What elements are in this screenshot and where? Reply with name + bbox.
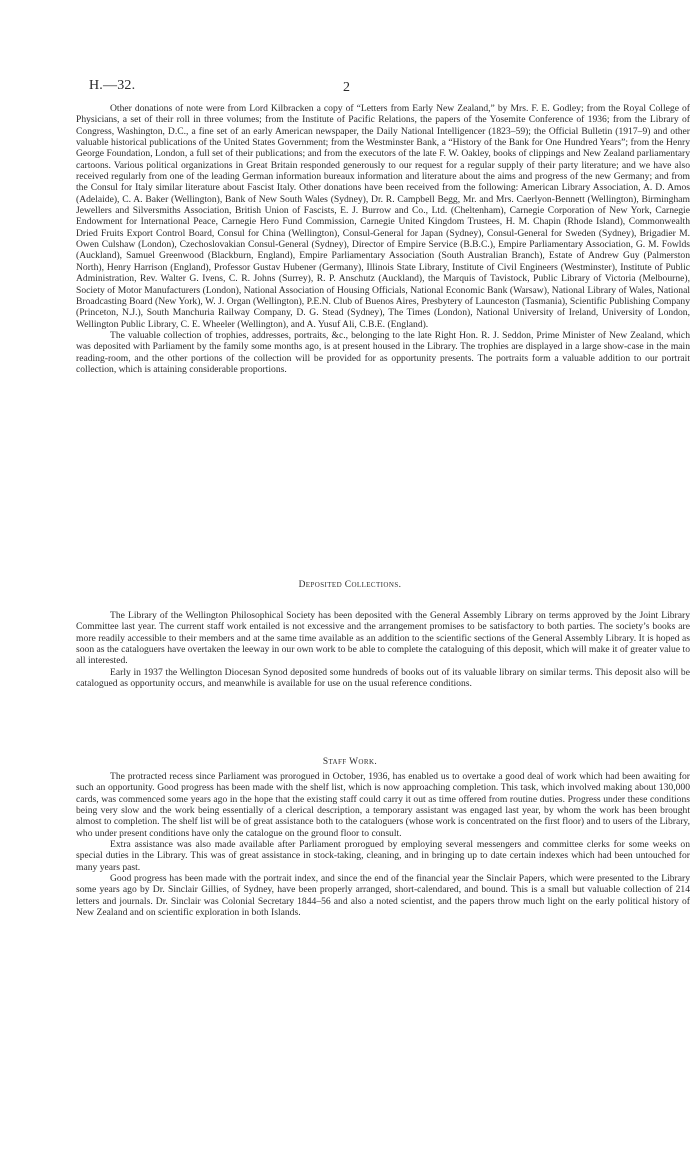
paragraph-shelf-list: The protracted recess since Parliament was prorogued in October, 1936, has enabled us to overtake a good deal of work which had been awaiting for such an opportunity. Good progress has been made with the shelf list, which is now approaching completion. This task, which involved making about 130,000 cards, was commenced some years ago in the hope that the existing staff could carry it out as time offered from routine duties. Progress under these conditions being very slow and the work being essentially of a clerical description, a temporary assistant was engaged last year, by whom the work has been brought almost to completion. The shelf list will be of great assistance both to the cataloguers (whose work is concentrated on the first floor) and to users of the Library, who under present conditions have only the catalogue on the ground floor to consult. [76,771,690,839]
page-number: 2 [343,80,350,95]
donations-section [76,103,690,375]
paragraph-sinclair-papers: Good progress has been made with the portrait index, and since the end of the financial year the Sinclair Papers, which were presented to the Library some years ago by Dr. Sinclair Gillies, of Sydney, have been properly arranged, short-calendared, and bound. This is a small but valuable collection of 214 letters and journals. Dr. Sinclair was Colonial Secretary 1844–56 and also a noted scientist, and the papers throw much light on the early political history of New Zealand and on scientific exploration in both Islands. [76,873,690,919]
deposited-section [76,610,690,689]
staff-section [76,771,690,918]
paragraph-diocesan-synod: Early in 1937 the Wellington Diocesan Synod deposited some hundreds of books out of its valuable library on similar terms. This deposit also will be catalogued as opportunity occurs, and meanwhile is available for use on the usual reference conditions. [76,666,690,690]
heading-staff-work: Staff Work. [322,757,378,767]
heading-deposited-collections: Deposited Collections. [298,580,402,590]
page-reference: H.—32. [89,78,136,93]
paragraph-seddon-collection: The valuable collection of trophies, addresses, portraits, &c., belonging to the late Right Hon. R. J. Seddon, Prime Minister of New Zealand, which was deposited with Parliament by the family some months ago, is at present housed in the Library. The trophies are displayed in a large show-case in the main reading-room, and the other portions of the collection will be provided for as opportunity presents. The portraits form a valuable addition to our portrait collection, which is attaining considerable proportions. [76,329,690,375]
paragraph-philosophical-society: The Library of the Wellington Philosophical Society has been deposited with the General Assembly Library on terms approved by the Joint Library Committee last year. The current staff work entailed is not excessive and the arrangement promises to be satisfactory to both parties. The society’s books are more readily accessible to their members and at the same time available as an addition to the scientific sections of the General Assembly Library. It is hoped as soon as the cataloguers have overtaken the leeway in our own work to be able to complete the cataloguing of this deposit, which will make it of greater value to all interested. [76,610,690,667]
paragraph-donations: Other donations of note were from Lord Kilbracken a copy of “Letters from Early New Zealand,” by Mrs. F. E. Godley; from the Royal College of Physicians, a set of their roll in three volumes; from the Institute of Pacific Relations, the papers of the Yosemite Conference of 1936; from the Library of Congress, Washington, D.C., a fine set of an early American newspaper, the Daily National Intelligencer (1823–59); the Official Bulletin (1917–9) and other valuable historical publications of the United States Government; from the Westminster Bank, a “History of the Bank for One Hundred Years”; from the Henry George Foundation, London, a full set of their publications; and from the executors of the late F. W. Oakley, books of clippings and New Zealand parliamentary cartoons. Various political organizations in Great Britain responded generously to our request for a regular supply of their party literature; and we have also received regularly from one of the leading German information bureaux information and literature about the aims and progress of the new Germany; and from the Consul for Italy similar literature about Fascist Italy. Other donations have been received from the following: American Library Association, A. D. Amos (Adelaide), C. A. Baker (Wellington), Bank of New South Wales (Sydney), Dr. R. Campbell Begg, Mr. and Mrs. Caerlyon-Bennett (Wellington), Birmingham Jewellers and Silversmiths Association, British Union of Fascists, E. J. Burrow and Co., Ltd. (Cheltenham), Carnegie Corporation of New York, Carnegie Endowment for International Peace, Carnegie Hero Fund Commission, Carnegie United Kingdom Trustees, H. M. Chapin (Rhode Island), Commonwealth Dried Fruits Export Control Board, Consul for China (Wellington), Consul-General for Japan (Sydney), Consul-General for Sweden (Sydney), Brigadier M. Owen Culshaw (London), Czechoslovakian Consul-General (Sydney), Director of Empire Service (B.B.C.), Empire Parliamentary Association, G. M. Fowlds (Auckland), Samuel Greenwood (Blackburn, England), Empire Parliamentary Association (South Australian Branch), Estate of Andrew Guy (Palmerston North), Henry Harrison (England), Professor Gustav Hubener (Germany), Illinois State Library, Institute of Civil Engineers (Westminster), Institute of Public Administration, Rev. Walter G. Ivens, C. R. Johns (Surrey), R. P. Anschutz (Auckland), the Marquis of Tavistock, Public Library of Victoria (Melbourne), Society of Motor Manufacturers (London), National Association of Housing Officials, National Economic Bank (Warsaw), National Library of Wales, National Broadcasting Board (New York), W. J. Organ (Wellington), P.E.N. Club of Buenos Aires, Presbytery of Launceston (Tasmania), Scientific Publishing Company (Princeton, N.J.), South Manchuria Railway Company, D. G. Stead (Sydney), The Times (London), National University of Ireland, University of London, Wellington Public Library, C. E. Wheeler (Wellington), and A. Yusuf Ali, C.B.E. (England). [76,103,690,330]
paragraph-extra-assistance: Extra assistance was also made available after Parliament prorogued by employing several messengers and committee clerks for some weeks on special duties in the Library. This was of great assistance in stock-taking, cleaning, and in bringing up to date certain indexes which had been untouched for many years past. [76,839,690,873]
